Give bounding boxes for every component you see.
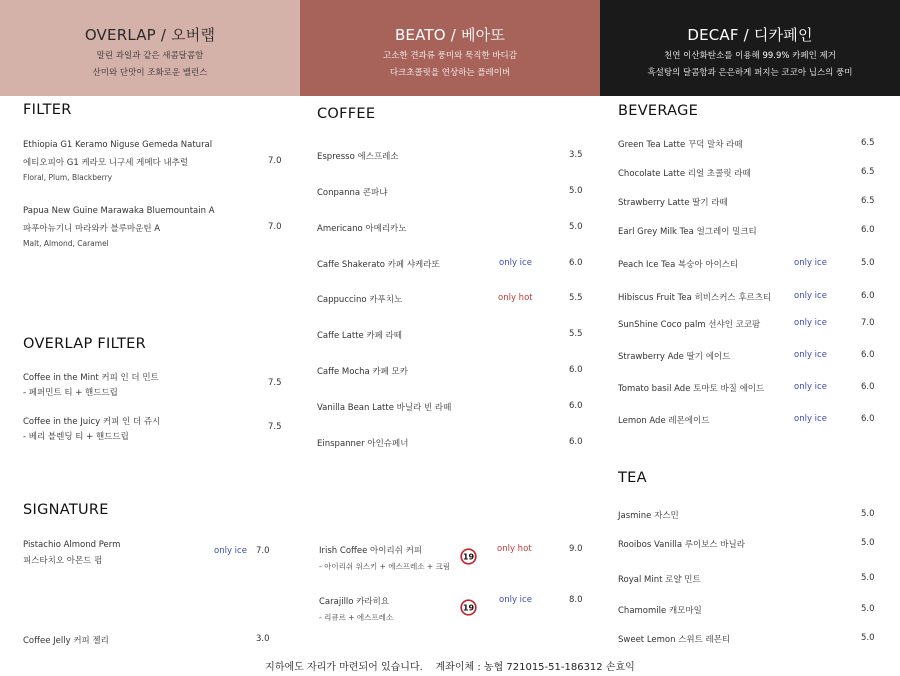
item-name: Rooibos Vanilla 루이보스 바닐라 xyxy=(618,540,745,550)
header-overlap xyxy=(0,0,300,96)
only-hot-note: only hot xyxy=(498,293,533,303)
filter-heading: FILTER xyxy=(23,102,72,118)
item-name: Strawberry Ade 딸기 에이드 xyxy=(618,352,731,362)
item-price: 6.0 xyxy=(569,258,583,268)
only-ice-note: only ice xyxy=(499,258,532,268)
item-name: Americano 아메리카노 xyxy=(317,224,407,234)
item-price: 9.0 xyxy=(569,544,583,554)
header-decaf-desc-2: 흑설탕의 달콤함과 은은하게 퍼지는 코코아 닙스의 풍미 xyxy=(647,68,853,78)
item-price: 6.0 xyxy=(861,350,875,360)
item-name: Espresso 에스프레소 xyxy=(317,152,399,162)
item-price: 6.0 xyxy=(861,414,875,424)
item-price: 3.5 xyxy=(569,150,583,160)
signature-heading: SIGNATURE xyxy=(23,502,109,518)
item-price: 7.0 xyxy=(256,546,270,556)
item-name: Sweet Lemon 스위트 레몬티 xyxy=(618,635,731,645)
only-ice-note: only ice xyxy=(794,350,827,360)
item-name-en: Ethiopia G1 Keramo Niguse Gemeda Natural xyxy=(23,140,213,150)
item-name: Strawberry Latte 딸기 라떼 xyxy=(618,198,728,208)
item-price: 5.0 xyxy=(861,633,875,643)
item-price: 6.0 xyxy=(861,382,875,392)
only-ice-note: only ice xyxy=(214,546,247,556)
item-name: Tomato basil Ade 토마토 바질 에이드 xyxy=(618,384,765,394)
only-ice-note: only ice xyxy=(499,595,532,605)
header-beato-title: BEATO / 베아또 xyxy=(394,26,506,44)
item-name: Chamomile 캐모마일 xyxy=(618,606,702,616)
age-19-restriction-icon xyxy=(460,599,477,616)
only-ice-note: only ice xyxy=(794,291,827,301)
item-price: 5.0 xyxy=(861,573,875,583)
only-ice-note: only ice xyxy=(794,382,827,392)
item-name: Caffe Shakerato 카페 샤케라또 xyxy=(317,260,440,270)
item-name: Peach Ice Tea 복숭아 아이스티 xyxy=(618,260,739,270)
item-name: Caffe Mocha 카페 모카 xyxy=(317,367,408,377)
tea-heading: TEA xyxy=(618,470,647,486)
footer-note: 지하에도 자리가 마련되어 있습니다. 계좌이체 : 농협 721015-51-186312 손효익 xyxy=(265,662,635,673)
coffee-heading: COFFEE xyxy=(317,106,376,122)
item-name: Cappuccino 카푸치노 xyxy=(317,295,403,305)
item-price: 6.0 xyxy=(569,401,583,411)
header-beato xyxy=(300,0,600,96)
item-name: Lemon Ade 레몬에이드 xyxy=(618,416,710,426)
item-name: SunShine Coco palm 선샤인 코코팜 xyxy=(618,320,761,330)
item-name-ko: 에티오피아 G1 케라모 니구세 게메다 내추럴 xyxy=(23,158,189,168)
overlap-filter-heading: OVERLAP FILTER xyxy=(23,336,146,352)
item-name-en: Pistachio Almond Perm xyxy=(23,540,121,550)
item-price: 5.0 xyxy=(861,258,875,268)
item-description: - 리큐르 + 에스프레소 xyxy=(319,613,394,622)
item-description: - 페퍼민트 티 + 핸드드립 xyxy=(23,388,118,398)
header-decaf-desc-1: 천연 이산화탄소를 이용해 99.9% 카페인 제거 xyxy=(664,51,836,61)
item-name: Carajillo 카라히요 xyxy=(319,597,390,607)
age-badge-text: 19 xyxy=(462,552,475,562)
item-name: Coffee in the Juicy 커피 인 더 쥬시 xyxy=(23,417,161,427)
item-name: Einspanner 아인슈페너 xyxy=(317,439,409,449)
age-badge-text: 19 xyxy=(462,603,475,613)
item-price: 7.0 xyxy=(861,318,875,328)
beverage-heading: BEVERAGE xyxy=(618,103,699,119)
only-hot-note: only hot xyxy=(497,544,532,554)
item-name: Royal Mint 로얄 민트 xyxy=(618,575,701,585)
item-name: Green Tea Latte 꾸덕 말차 라떼 xyxy=(618,140,743,150)
item-name: Coffee Jelly 커피 젤리 xyxy=(23,636,109,646)
header-overlap-desc-2: 산미와 단맛이 조화로운 밸런스 xyxy=(92,68,208,78)
item-price: 6.0 xyxy=(569,437,583,447)
item-name: Conpanna 콘파냐 xyxy=(317,188,388,198)
item-name: Vanilla Bean Latte 바닐라 빈 라떼 xyxy=(317,403,452,413)
only-ice-note: only ice xyxy=(794,318,827,328)
item-description: - 아이리쉬 위스키 + 에스프레소 + 크림 xyxy=(319,562,451,571)
item-name-en: Papua New Guine Marawaka Bluemountain A xyxy=(23,206,215,216)
header-decaf-title: DECAF / 디카페인 xyxy=(687,26,813,44)
header-overlap-desc-1: 말린 과일과 같은 새콤달콤함 xyxy=(96,51,204,61)
item-price: 7.0 xyxy=(268,156,282,166)
item-price: 8.0 xyxy=(569,595,583,605)
item-price: 5.0 xyxy=(861,538,875,548)
item-price: 6.5 xyxy=(861,196,875,206)
item-name: Coffee in the Mint 커피 인 더 민트 xyxy=(23,373,159,383)
item-price: 5.5 xyxy=(569,293,583,303)
item-price: 5.0 xyxy=(569,222,583,232)
header-beato-desc-2: 다크초콜릿을 연상하는 플레이버 xyxy=(389,68,511,78)
item-price: 5.0 xyxy=(861,604,875,614)
age-19-restriction-icon xyxy=(460,548,477,565)
item-price: 5.0 xyxy=(861,509,875,519)
item-price: 6.0 xyxy=(861,291,875,301)
item-description: - 베리 블렌딩 티 + 핸드드립 xyxy=(23,432,129,442)
item-price: 3.0 xyxy=(256,634,270,644)
item-name-ko: 파푸아뉴기니 마라와카 블루마운틴 A xyxy=(23,224,161,234)
item-price: 6.0 xyxy=(569,365,583,375)
header-decaf xyxy=(600,0,900,96)
item-name: Earl Grey Milk Tea 얼그레이 밀크티 xyxy=(618,227,757,237)
only-ice-note: only ice xyxy=(794,414,827,424)
item-tasting-notes: Malt, Almond, Caramel xyxy=(23,239,109,248)
item-price: 7.5 xyxy=(268,422,282,432)
item-name: Hibiscus Fruit Tea 히비스커스 후르츠티 xyxy=(618,293,772,303)
item-price: 7.0 xyxy=(268,222,282,232)
item-name: Chocolate Latte 리얼 초콜릿 라떼 xyxy=(618,169,751,179)
only-ice-note: only ice xyxy=(794,258,827,268)
item-price: 5.5 xyxy=(569,329,583,339)
item-price: 5.0 xyxy=(569,186,583,196)
item-price: 6.5 xyxy=(861,138,875,148)
item-name-ko: 피스타치오 아몬드 펌 xyxy=(23,556,103,566)
item-name: Irish Coffee 아이리쉬 커피 xyxy=(319,546,423,556)
header-overlap-title: OVERLAP / 오버랩 xyxy=(84,26,216,44)
header-beato-desc-1: 고소한 견과류 풍미와 묵직한 바디감 xyxy=(383,51,517,61)
item-name: Caffe Latte 카페 라떼 xyxy=(317,331,403,341)
item-price: 6.5 xyxy=(861,167,875,177)
item-price: 7.5 xyxy=(268,378,282,388)
item-price: 6.0 xyxy=(861,225,875,235)
item-tasting-notes: Floral, Plum, Blackberry xyxy=(23,173,113,182)
item-name: Jasmine 자스민 xyxy=(618,511,679,521)
